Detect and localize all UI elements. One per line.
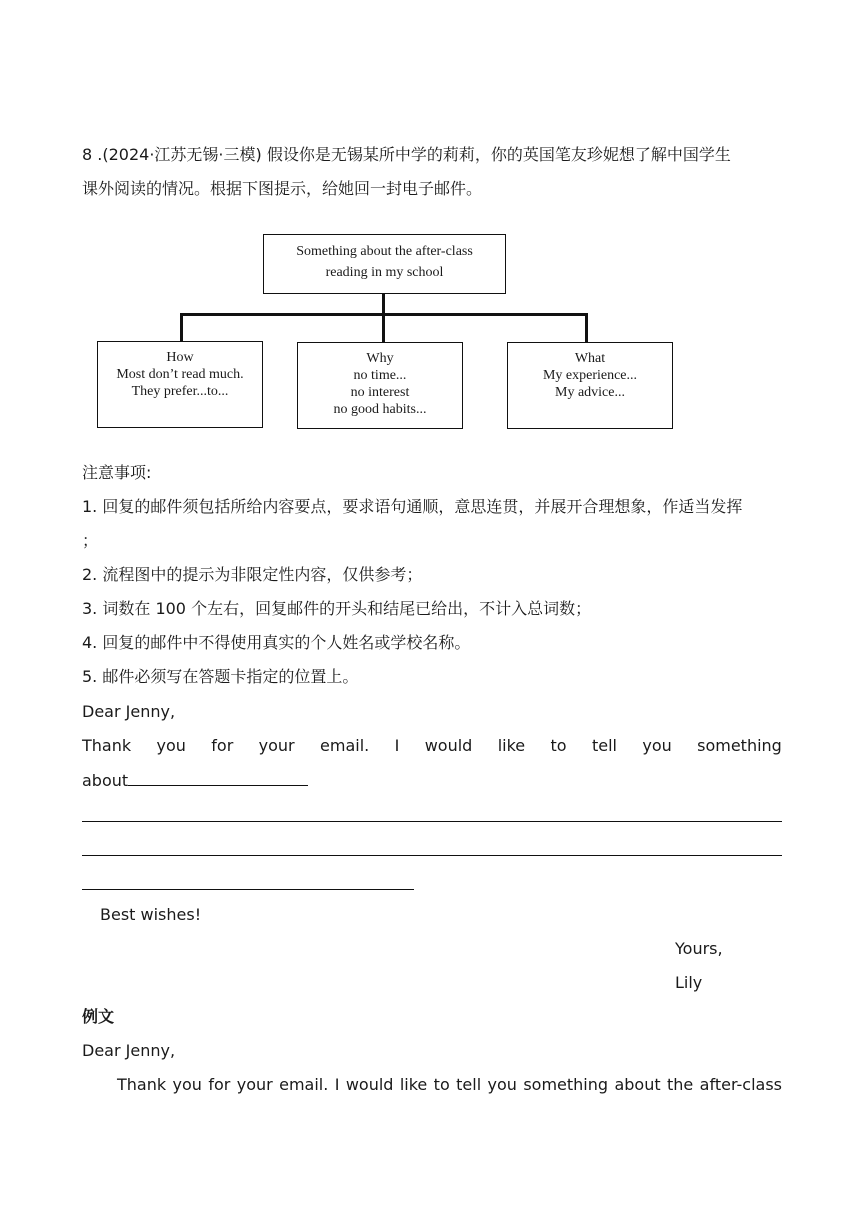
note-1-continued: ；: [82, 531, 99, 550]
sample-greeting: Dear Jenny,: [82, 1041, 176, 1060]
root-text-line: reading in my school: [325, 265, 444, 280]
opening-word: to: [550, 736, 567, 755]
notes-heading: 注意事项:: [82, 463, 152, 482]
diagram-how-box: [97, 341, 263, 428]
diagram-what-box: [507, 342, 673, 429]
opening-word: I: [394, 736, 400, 755]
sample-body-line: Thank you for your email. I would like to tell you something about the after-class: [117, 1075, 782, 1094]
note-2: 2. 流程图中的提示为非限定性内容，仅供参考；: [82, 565, 423, 584]
answer-line-1[interactable]: [82, 821, 782, 822]
letter-signature: Lily: [675, 973, 703, 992]
letter-yours: Yours,: [675, 939, 723, 958]
opening-word: email.: [320, 736, 370, 755]
opening-word: Thank: [82, 736, 132, 755]
note-3: 3. 词数在 100 个左右，回复邮件的开头和结尾已给出，不计入总词数；: [82, 599, 592, 618]
opening-word: you: [642, 736, 672, 755]
letter-opening-line: [82, 736, 782, 756]
connector-horizontal: [180, 313, 588, 316]
note-1: 1. 回复的邮件须包括所给内容要点，要求语句通顺，意思连贯，并展开合理想象，作适当发挥: [82, 497, 743, 516]
diagram-why-box: [297, 342, 463, 429]
question-line-1: 8 .(2024·江苏无锡·三模) 假设你是无锡某所中学的莉莉，你的英国笔友珍妮想了解中国学生: [82, 145, 731, 164]
opening-word: for: [211, 736, 234, 755]
what-text-line: My experience...: [542, 368, 638, 383]
opening-word: you: [156, 736, 186, 755]
sample-heading: 例文: [82, 1007, 115, 1026]
what-text-line: What: [574, 351, 606, 366]
how-text-line: Most don’t read much.: [116, 367, 244, 382]
answer-line-3[interactable]: [82, 889, 414, 890]
opening-word: something: [697, 736, 782, 755]
what-text-line: My advice...: [555, 385, 625, 400]
root-text-line: Something about the after-class: [296, 244, 473, 259]
connector-vertical-center: [382, 293, 385, 342]
diagram-root-box: [263, 234, 506, 294]
opening-word: would: [424, 736, 473, 755]
note-5: 5. 邮件必须写在答题卡指定的位置上。: [82, 667, 359, 686]
opening-word: like: [497, 736, 526, 755]
question-line-2: 课外阅读的情况。根据下图提示，给她回一封电子邮件。: [82, 179, 483, 198]
letter-about-line: [82, 770, 782, 791]
answer-blank[interactable]: [128, 770, 308, 786]
connector-vertical-left: [180, 313, 183, 342]
why-text-line: no interest: [350, 385, 410, 400]
how-text-line: How: [166, 350, 194, 365]
note-4: 4. 回复的邮件中不得使用真实的个人姓名或学校名称。: [82, 633, 471, 652]
how-text-line: They prefer...to...: [131, 384, 229, 399]
letter-closing: Best wishes!: [100, 905, 202, 924]
letter-greeting: Dear Jenny,: [82, 702, 176, 721]
why-text-line: no good habits...: [333, 402, 427, 417]
connector-vertical-right: [585, 313, 588, 342]
answer-line-2[interactable]: [82, 855, 782, 856]
about-word: about: [82, 771, 129, 790]
opening-word: your: [258, 736, 295, 755]
opening-word: tell: [591, 736, 617, 755]
why-text-line: no time...: [353, 368, 407, 383]
why-text-line: Why: [366, 351, 394, 366]
